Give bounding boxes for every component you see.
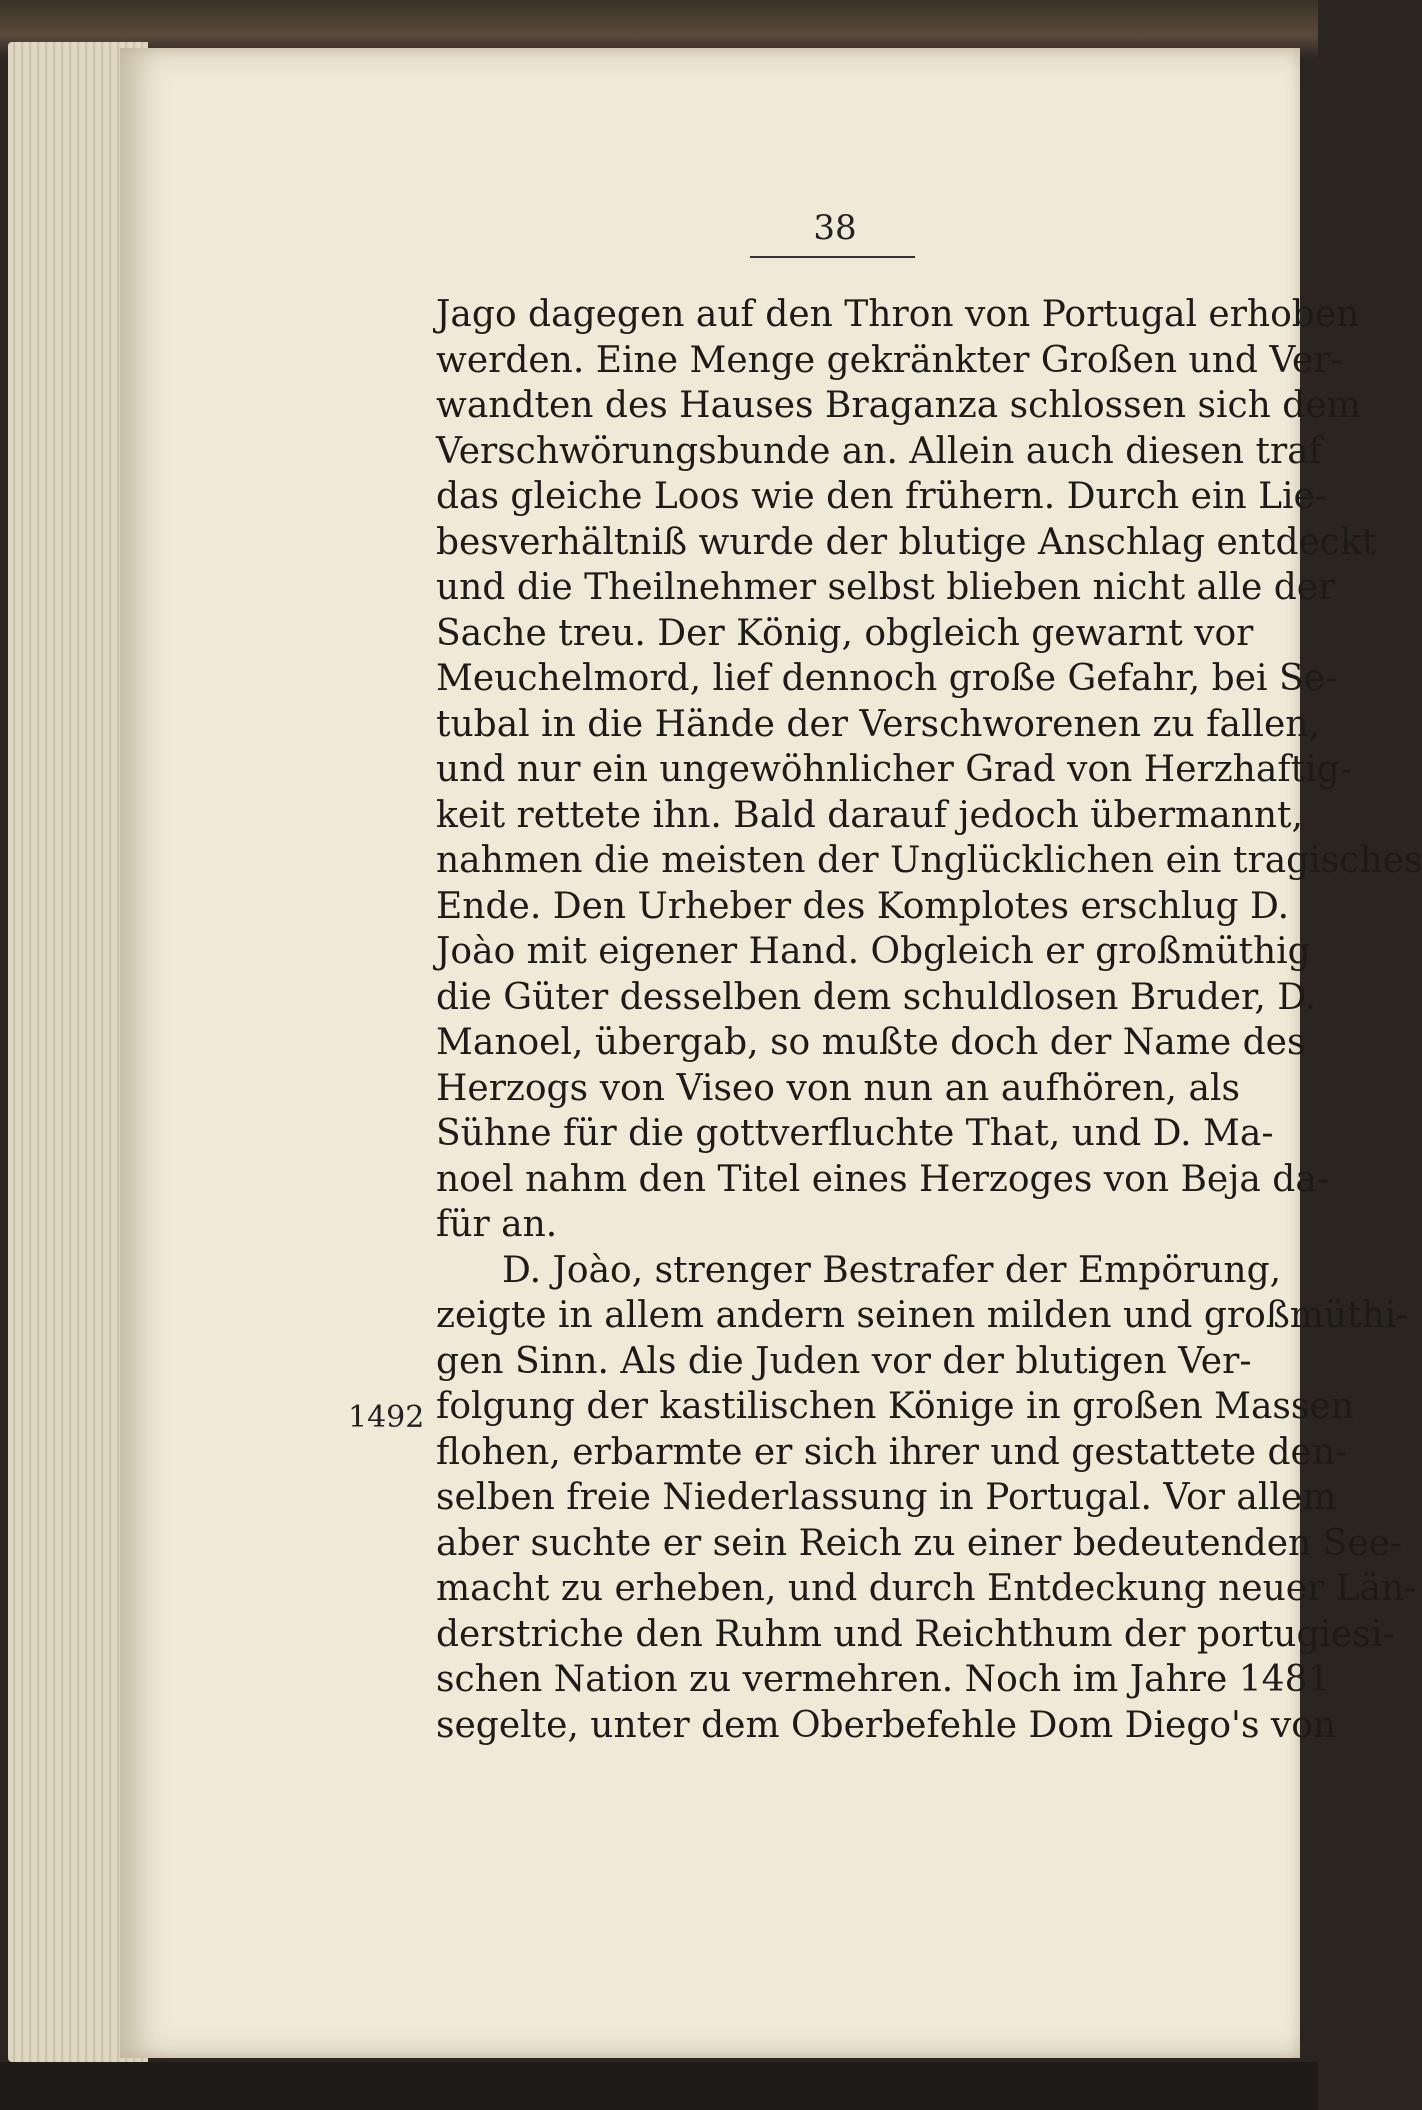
text-line: segelte, unter dem Oberbefehle Dom Diego's von bbox=[436, 1704, 1337, 1746]
text-line: tubal in die Hände der Verschworenen zu fallen, bbox=[436, 703, 1320, 745]
text-line: Herzogs von Viseo von nun an aufhören, als bbox=[436, 1067, 1240, 1109]
text-line: gen Sinn. Als die Juden vor der blutigen Ver- bbox=[436, 1340, 1252, 1382]
text-line: besverhältniß wurde der blutige Anschlag entdeckt bbox=[436, 521, 1377, 563]
text-line: aber suchte er sein Reich zu einer bedeutenden See- bbox=[436, 1522, 1403, 1564]
text-line: schen Nation zu vermehren. Noch im Jahre 1481 bbox=[436, 1659, 1331, 1700]
text-line: flohen, erbarmte er sich ihrer und gestattete den- bbox=[436, 1431, 1348, 1473]
text-line: Meuchelmord, lief dennoch große Gefahr, bei Se- bbox=[436, 658, 1338, 699]
text-line: und nur ein ungewöhnlicher Grad von Herzhaftig- bbox=[436, 749, 1352, 790]
text-line: noel nahm den Titel eines Herzoges von Beja da- bbox=[436, 1158, 1329, 1200]
text-line: keit rettete ihn. Bald darauf jedoch übermannt, bbox=[436, 794, 1303, 836]
text-line: folgung der kastilischen Könige in großen Massen bbox=[436, 1386, 1354, 1427]
text-line: und die Theilnehmer selbst blieben nicht alle der bbox=[436, 567, 1336, 608]
book-bottom-edge bbox=[0, 2062, 1318, 2110]
text-line: nahmen die meisten der Unglücklichen ein tragisches bbox=[436, 840, 1422, 881]
text-line: Jago dagegen auf den Thron von Portugal erhoben bbox=[436, 294, 1360, 335]
page-number: 38 bbox=[813, 208, 857, 248]
text-line: wandten des Hauses Braganza schlossen sich dem bbox=[436, 385, 1361, 426]
text-line: derstriche den Ruhm und Reichthum der portugiesi- bbox=[436, 1613, 1395, 1655]
text-line: Verschwörungsbunde an. Allein auch diesen traf bbox=[436, 430, 1323, 472]
body-text bbox=[436, 292, 1422, 1748]
text-line: Manoel, übergab, so mußte doch der Name des bbox=[436, 1022, 1306, 1063]
text-line: werden. Eine Menge gekränkter Großen und Ver- bbox=[436, 339, 1343, 381]
margin-year-note: 1492 bbox=[348, 1400, 425, 1435]
text-line: das gleiche Loos wie den frühern. Durch ein Lie- bbox=[436, 476, 1327, 517]
header-rule bbox=[750, 256, 915, 258]
text-line: zeigte in allem andern seinen milden und großmüthi- bbox=[436, 1295, 1409, 1336]
text-line: D. Joào, strenger Bestrafer der Empörung, bbox=[502, 1249, 1282, 1291]
text-line: Sache treu. Der König, obgleich gewarnt vor bbox=[436, 612, 1254, 654]
text-line: selben freie Niederlassung in Portugal. Vor allem bbox=[436, 1477, 1337, 1518]
text-line: Sühne für die gottverfluchte That, und D. Ma- bbox=[436, 1113, 1274, 1154]
text-line: die Güter desselben dem schuldlosen Bruder, D. bbox=[436, 976, 1317, 1018]
text-line: für an. bbox=[436, 1204, 558, 1245]
text-line: Joào mit eigener Hand. Obgleich er großmüthig bbox=[436, 931, 1311, 972]
text-line: macht zu erheben, und durch Entdeckung neuer Län- bbox=[436, 1568, 1417, 1609]
text-line: Ende. Den Urheber des Komplotes erschlug D. bbox=[436, 885, 1290, 927]
